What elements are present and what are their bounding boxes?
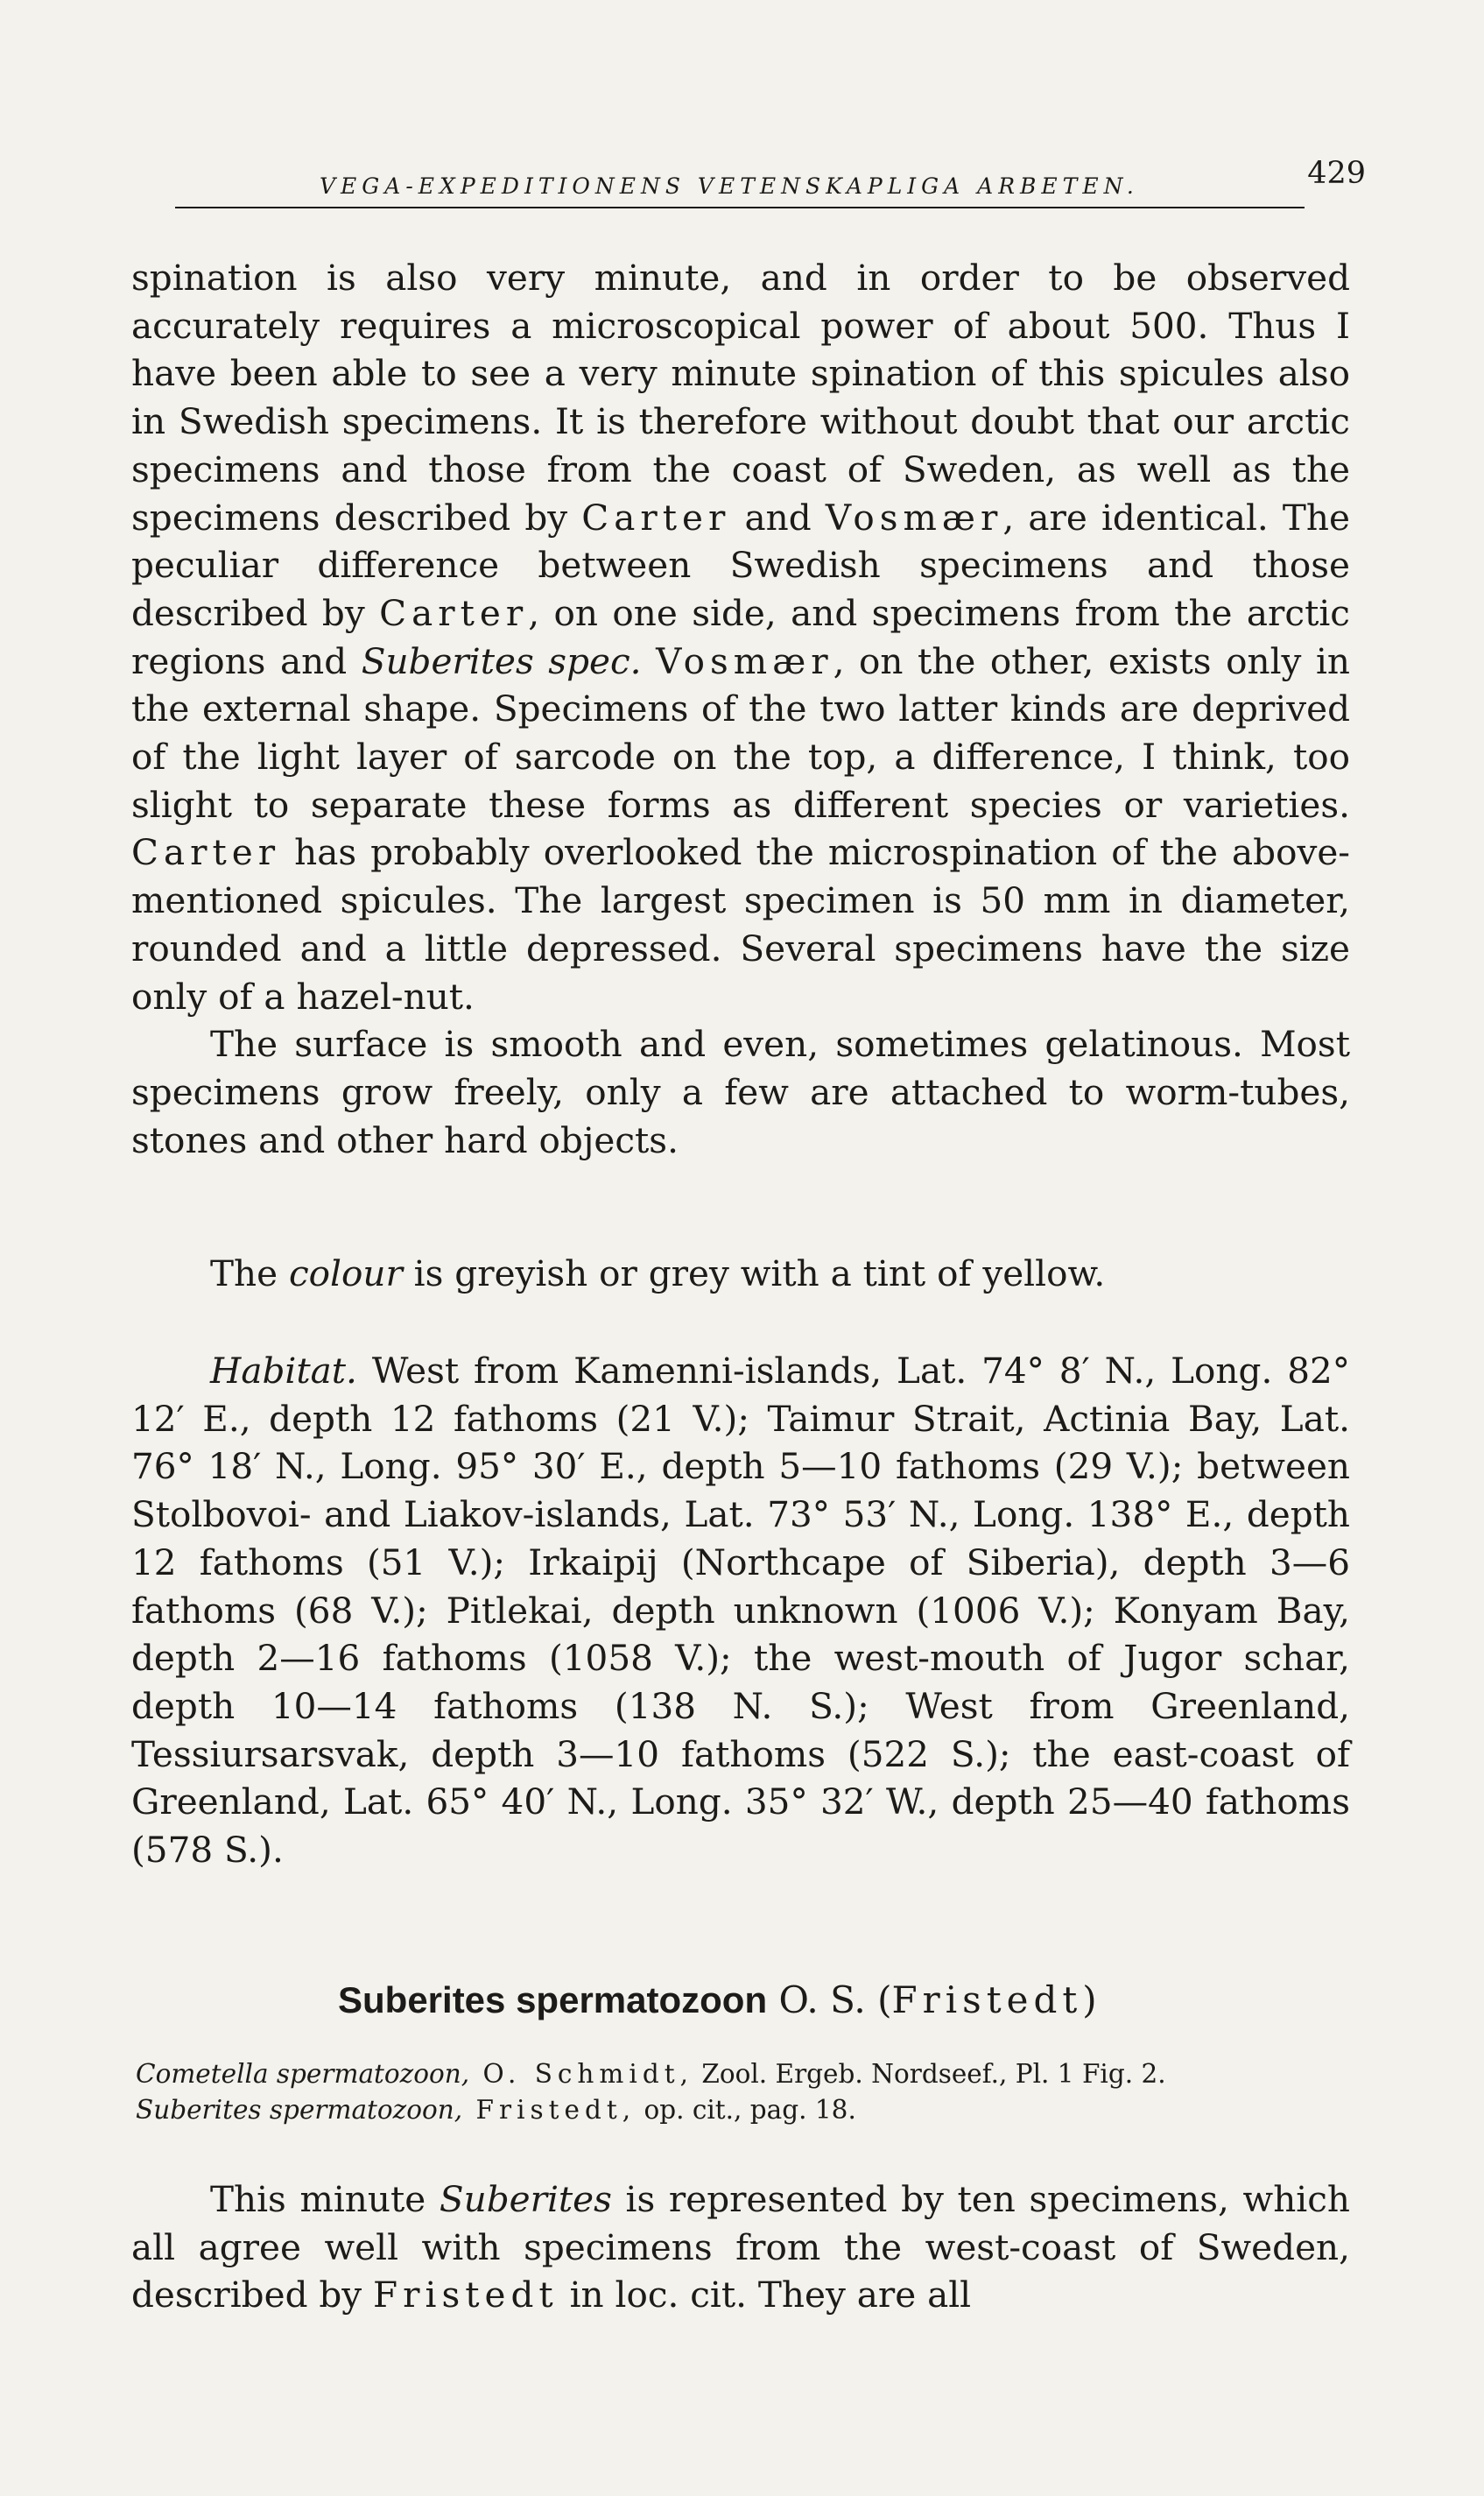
taxon-suberites: Suberites <box>439 2178 612 2220</box>
synonymy-list <box>136 2056 1335 2128</box>
text-block-colour <box>131 1250 1350 1298</box>
author-vosmaer: Vosmær <box>825 496 1003 539</box>
text-run: is greyish or grey with a tint of yellow. <box>402 1252 1106 1294</box>
synonym-reference: op. cit., pag. 18. <box>636 2095 856 2125</box>
author-carter: Carter <box>131 831 281 874</box>
text-block-description <box>131 2175 1350 2319</box>
synonym-author: O. Schmidt, <box>469 2059 693 2089</box>
synonym-entry <box>136 2056 1335 2092</box>
text-run: , on the other, exists only in the external shape. Specimens of the two latter kinds are deprived of the light layer of sarcode on the top, a difference, I think, too slight to separate these forms as different species or varieties. <box>131 639 1350 826</box>
running-title: VEGA-EXPEDITIONENS VETENSKAPLIGA ARBETEN. <box>320 173 1139 199</box>
text-block-habitat <box>131 1347 1350 1874</box>
synonym-author: Fristedt, <box>462 2095 637 2125</box>
text-run: This minute <box>210 2178 440 2220</box>
taxon-suberites-spec: Suberites spec. <box>361 639 642 682</box>
synonym-reference: Zool. Ergeb. Nordseef., Pl. 1 Fig. 2. <box>693 2059 1166 2089</box>
text-block-1 <box>131 254 1350 1164</box>
paragraph-surface: The surface is smooth and even, sometimes gelatinous. Most specimens grow freely, only a few are attached to worm-tubes, stones and other hard objects. <box>131 1023 1350 1161</box>
author-fristedt: Fristedt <box>891 1978 1083 2021</box>
text-run <box>642 640 657 682</box>
text-run: spination is also very minute, and in order to be observed accurately requires a microscopical power of about 500. Thus I have been able to see a very minute spination of this spicules also in Swedish specimens. It is therefore without doubt that our arctic specimens and those from the coast of Sweden, as well as the specimens described by <box>131 257 1350 539</box>
text-run: ) <box>1082 1978 1097 2021</box>
species-authority: O. S. ( <box>767 1978 892 2021</box>
text-run: and <box>730 496 826 539</box>
paragraph-minute-suberites <box>131 2175 1350 2319</box>
species-heading <box>338 1976 1097 2025</box>
paragraph-spination <box>131 254 1350 1020</box>
author-carter: Carter <box>581 496 731 539</box>
author-fristedt: Fristedt <box>373 2274 559 2316</box>
habitat-label: Habitat. <box>210 1350 357 1392</box>
species-name: Suberites spermatozoon <box>338 1979 768 2020</box>
page-number: 429 <box>1307 156 1366 191</box>
synonym-name: Cometella spermatozoon, <box>136 2059 470 2089</box>
text-run: has probably overlooked the microspination of the above-mentioned spicules. The largest specimen is 50 mm in diameter, rounded and a little depressed. Several specimens have the size only of a hazel-nut. <box>131 831 1350 1018</box>
text-run: , are identical. The peculiar difference between Swedish specimens and those described by <box>131 496 1350 634</box>
synonym-name: Suberites spermatozoon, <box>136 2095 463 2125</box>
habitat-text: West from Kamenni-islands, Lat. 74° 8′ N., Long. 82° 12′ E., depth 12 fathoms (21 V.); Taimur Strait, Actinia Bay, Lat. 76° 18′ N., Long. 95° 30′ E., depth 5—10 fathoms (29 V.); between Stolbovoi- and Liakov-islands, Lat. 73° 53′ N., Long. 138° E., depth 12 fathoms (51 V.); Irkaipij (Northcape of Siberia), depth 3—6 fathoms (68 V.); Pitlekai, depth unknown (1006 V.); Konyam Bay, depth 2—16 fathoms (1058 V.); the west-mouth of Jugor schar, depth 10—14 fathoms (138 N. S.); West from Greenland, Tessiursarsvak, depth 3—10 fathoms (522 S.); the east-coast of Greenland, Lat. 65° 40′ N., Long. 35° 32′ W., depth 25—40 fathoms (578 S.). <box>131 1350 1350 1872</box>
header-rule <box>175 207 1305 208</box>
author-carter: Carter <box>379 591 529 634</box>
author-vosmaer: Vosmær <box>656 639 833 682</box>
synonym-entry <box>136 2092 1335 2128</box>
term-colour: colour <box>288 1252 403 1294</box>
text-run: , on one side, and specimens from the arctic regions and <box>131 591 1350 682</box>
page-header <box>175 156 1366 208</box>
text-run: in loc. cit. They are all <box>558 2274 972 2316</box>
paragraph-habitat <box>131 1347 1350 1874</box>
text-run: is represented by ten specimens, which all agree well with specimens from the west-coast of Sweden, described by <box>131 2178 1351 2316</box>
paragraph-colour <box>131 1250 1350 1298</box>
text-run: The <box>210 1252 289 1294</box>
